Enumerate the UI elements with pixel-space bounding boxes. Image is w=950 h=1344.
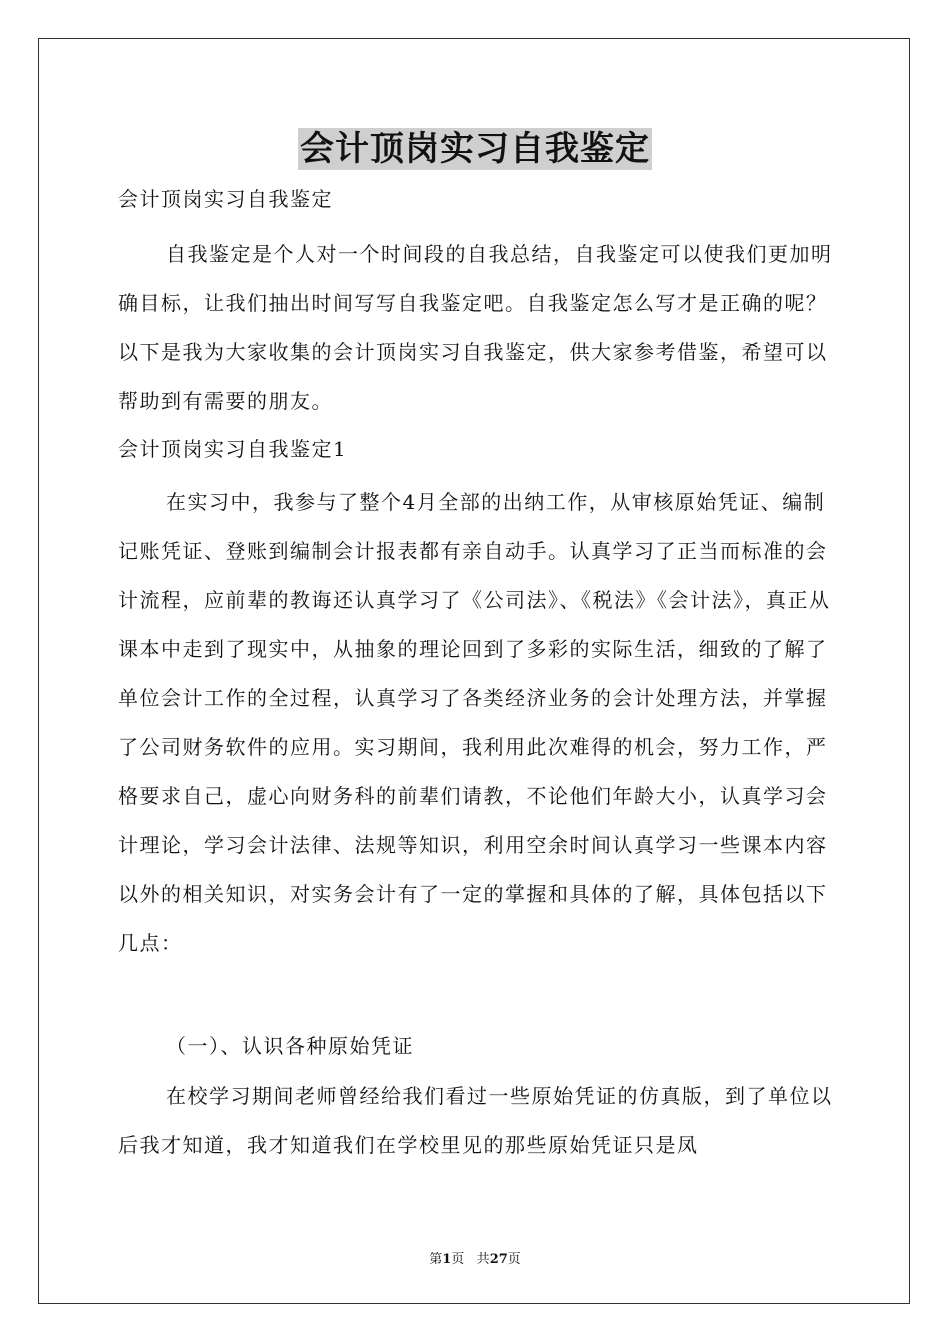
intro-paragraph: 自我鉴定是个人对一个时间段的自我总结，自我鉴定可以使我们更加明确目标，让我们抽出时间写写自我鉴定吧。自我鉴定怎么写才是正确的呢？以下是我为大家收集的会计顶岗实习自我鉴定，供大家参考借鉴，希望可以帮助到有需要的朋友。 — [118, 242, 833, 413]
total-unit: 页 — [507, 1252, 521, 1267]
document-title: 会计顶岗实习自我鉴定 — [300, 129, 650, 169]
document-subtitle: 会计顶岗实习自我鉴定 — [118, 187, 333, 211]
page-unit: 页 — [451, 1252, 465, 1267]
page-prefix: 第 — [429, 1252, 443, 1267]
total-pages: 27 — [489, 1252, 508, 1267]
section-heading: 会计顶岗实习自我鉴定1 — [118, 437, 348, 461]
sub-heading: （一）、认识各种原始凭证 — [166, 1034, 414, 1058]
page-number: 1 — [442, 1252, 452, 1267]
section-paragraph: 在实习中，我参与了整个4月全部的出纳工作，从审核原始凭证、编制记账凭证、登账到编制会计报表都有亲自动手。认真学习了正当而标准的会计流程，应前辈的教诲还认真学习了《公司法》、《税法》《会计法》，真正从课本中走到了现实中，从抽象的理论回到了多彩的实际生活，细致的了解了单位会计工作的全过程，认真学习了各类经济业务的会计处理方法，并掌握了公司财务软件的应用。实习期间，我利用此次难得的机会，努力工作，严格要求自己，虚心向财务科的前辈们请教，不论他们年龄大小，认真学习会计理论，学习会计法律、法规等知识，利用空余时间认真学习一些课本内容以外的相关知识，对实务会计有了一定的掌握和具体的了解，具体包括以下几点： — [118, 490, 831, 955]
sub-paragraph: 在校学习期间老师曾经给我们看过一些原始凭证的仿真版，到了单位以后我才知道，我才知道我们在学校里见的那些原始凭证只是凤 — [118, 1084, 833, 1157]
title-container — [0, 128, 950, 170]
page-footer — [0, 1248, 950, 1267]
total-prefix: 共 — [476, 1252, 490, 1267]
